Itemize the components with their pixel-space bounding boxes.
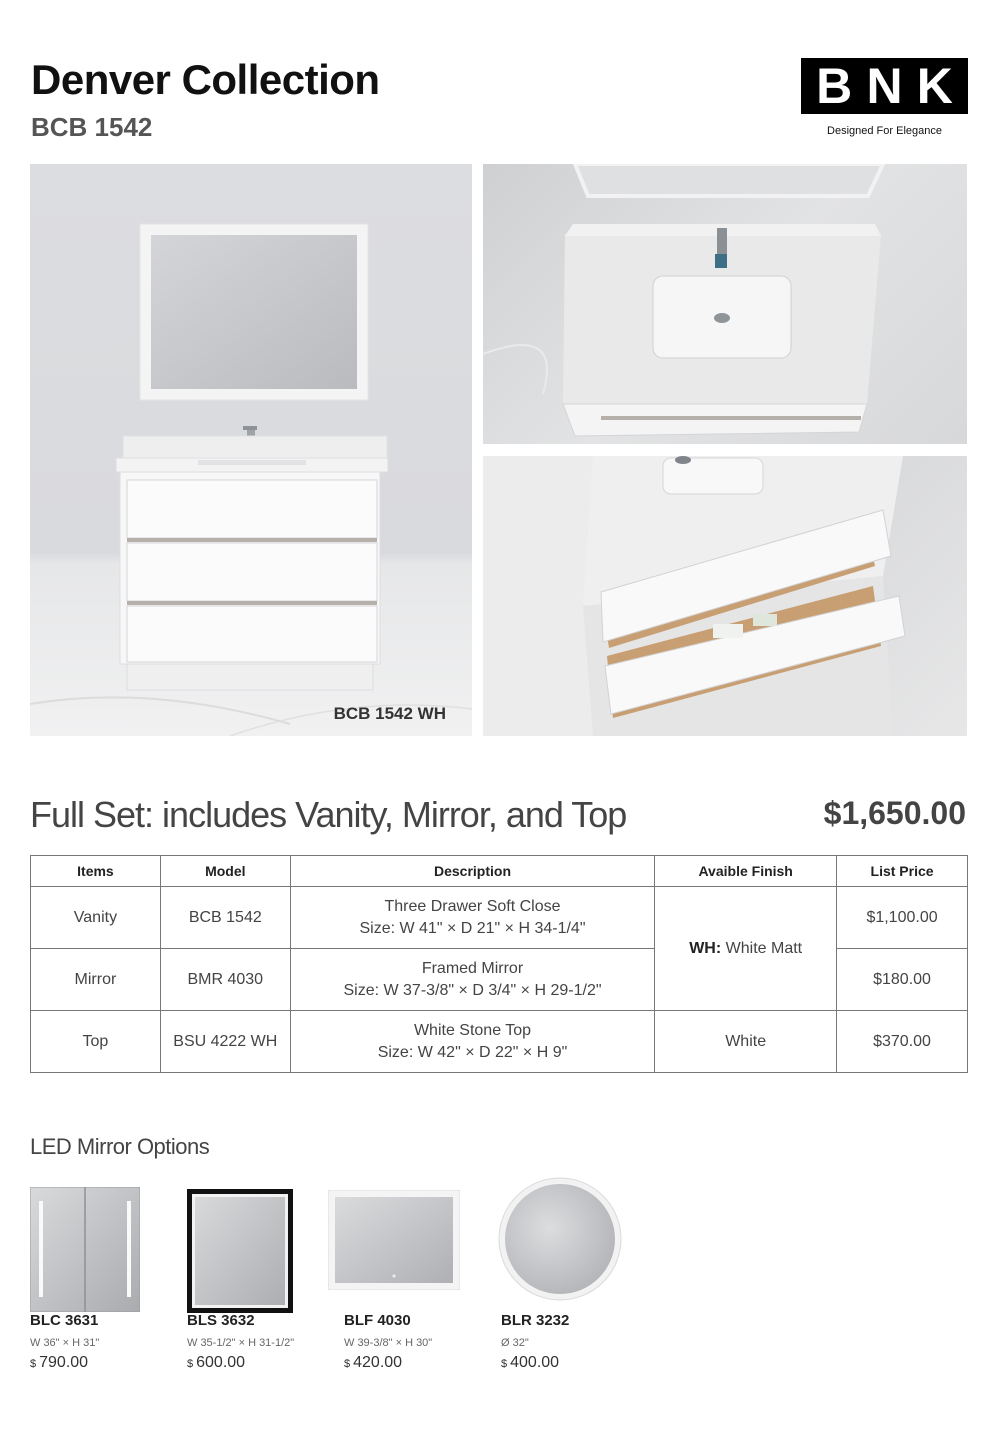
frameless-led-mirror-icon	[328, 1190, 460, 1290]
currency-symbol: $	[344, 1358, 351, 1370]
photo-caption: BCB 1542 WH	[333, 704, 446, 723]
size-line: Size: W 42" × D 22" × H 9"	[377, 1043, 568, 1061]
price-value: 420.00	[353, 1354, 403, 1371]
finish-code: WH:	[689, 939, 722, 957]
row-price: $1,100.00	[837, 887, 968, 949]
led-options-title: LED Mirror Options	[30, 1134, 210, 1159]
logo-letter-n: N	[866, 58, 903, 114]
table-row	[31, 887, 968, 949]
option-name: BLR 3232	[501, 1312, 570, 1329]
countertop-illustration	[483, 164, 967, 444]
row-model: BCB 1542	[160, 887, 290, 949]
row-description	[290, 887, 655, 949]
row-description	[290, 949, 655, 1011]
vanity-full-photo	[30, 164, 472, 736]
header-finish: Avaible Finish	[655, 856, 837, 887]
option-price	[30, 1354, 88, 1372]
size-line: Size: W 37-3/8" × D 3/4" × H 29-1/2"	[343, 981, 602, 999]
shared-finish-cell	[655, 887, 837, 1011]
description-line: Three Drawer Soft Close	[384, 897, 561, 915]
row-description	[290, 1011, 655, 1073]
page-title: Denver Collection	[31, 56, 380, 103]
medicine-cabinet-icon	[30, 1187, 140, 1312]
option-name: BLF 4030	[344, 1312, 411, 1329]
option-dims: W 36" × H 31"	[30, 1337, 100, 1349]
full-set-price: $1,650.00	[823, 795, 966, 831]
full-set-label: Full Set: includes Vanity, Mirror, and Top	[30, 794, 627, 835]
size-line: Size: W 41" × D 21" × H 34-1/4"	[359, 919, 586, 937]
description-line: White Stone Top	[413, 1021, 532, 1039]
row-price: $180.00	[837, 949, 968, 1011]
row-item: Top	[31, 1011, 161, 1073]
row-item: Vanity	[31, 887, 161, 949]
table-row	[31, 1011, 968, 1073]
row-finish: White	[655, 1011, 837, 1073]
drawers-illustration	[483, 456, 967, 736]
option-price	[344, 1354, 402, 1372]
table-header-row	[31, 856, 968, 887]
framed-led-mirror-icon	[187, 1189, 293, 1313]
countertop-photo	[483, 164, 967, 444]
round-led-mirror-icon	[497, 1176, 623, 1302]
row-model: BMR 4030	[160, 949, 290, 1011]
currency-symbol: $	[501, 1358, 508, 1370]
currency-symbol: $	[187, 1358, 194, 1370]
row-price: $370.00	[837, 1011, 968, 1073]
brand-logo	[801, 58, 968, 114]
header-items: Items	[31, 856, 161, 887]
description-line: Framed Mirror	[421, 959, 524, 977]
price-value: 600.00	[196, 1354, 246, 1371]
brand-tagline: Designed For Elegance	[827, 125, 942, 137]
price-value: 400.00	[510, 1354, 560, 1371]
currency-symbol: $	[30, 1358, 37, 1370]
option-dims: W 35-1/2" × H 31-1/2"	[187, 1337, 295, 1349]
header-description: Description	[290, 856, 655, 887]
option-price	[187, 1354, 245, 1372]
option-name: BLS 3632	[187, 1312, 255, 1329]
vanity-illustration	[30, 164, 472, 736]
option-name: BLC 3631	[30, 1312, 99, 1329]
logo-letter-k: K	[916, 58, 953, 114]
open-drawers-photo	[483, 456, 967, 736]
header-list-price: List Price	[837, 856, 968, 887]
option-dims: Ø 32"	[501, 1337, 529, 1349]
logo-letter-b: B	[816, 58, 853, 114]
option-dims: W 39-3/8" × H 30"	[344, 1337, 433, 1349]
option-price	[501, 1354, 559, 1372]
price-value: 790.00	[39, 1354, 89, 1371]
finish-name: White Matt	[725, 939, 803, 957]
header-model: Model	[160, 856, 290, 887]
row-item: Mirror	[31, 949, 161, 1011]
spec-table	[30, 855, 968, 1073]
model-subtitle: BCB 1542	[31, 112, 153, 142]
row-model: BSU 4222 WH	[160, 1011, 290, 1073]
